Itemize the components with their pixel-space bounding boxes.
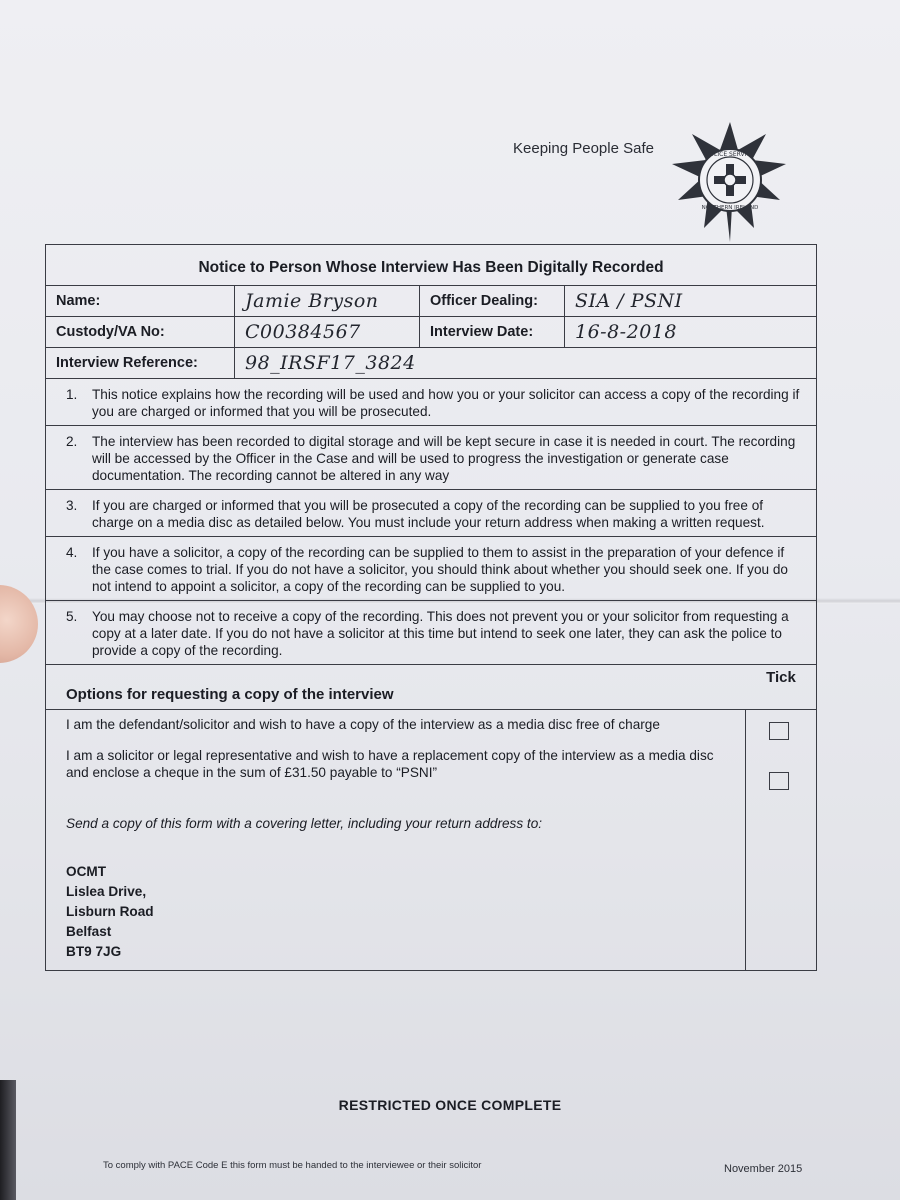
interview-reference-field[interactable]: 98_IRSF17_3824 <box>245 352 416 374</box>
address-line: BT9 7JG <box>66 944 122 959</box>
restricted-notice: RESTRICTED ONCE COMPLETE <box>338 1097 562 1113</box>
reference-row <box>46 348 816 379</box>
options-list <box>46 710 745 970</box>
date-label: Interview Date: <box>420 317 565 347</box>
options-body <box>46 710 816 970</box>
option-paid-copy: I am a solicitor or legal representative and wish to have a replacement copy of the interview as a media disc and enclose a cheque in the sum of £31.50 payable to “PSNI” <box>66 748 714 780</box>
options-title: Options for requesting a copy of the interview <box>66 686 394 703</box>
pace-code-note: To comply with PACE Code E this form must be handed to the interviewee or their solicitor <box>103 1160 482 1171</box>
item-number: 3. <box>66 498 78 513</box>
item-number: 4. <box>66 545 78 560</box>
name-label: Name: <box>46 286 235 316</box>
option-free-copy: I am the defendant/solicitor and wish to have a copy of the interview as a media disc free of charge <box>66 717 660 732</box>
officer-field[interactable]: SIA / PSNI <box>575 290 683 312</box>
tick-column-header: Tick <box>766 669 796 686</box>
custody-field[interactable]: C00384567 <box>235 317 420 347</box>
name-officer-row <box>46 286 816 317</box>
tagline: Keeping People Safe <box>513 140 654 157</box>
notice-item-5 <box>46 601 816 665</box>
address-line: Lisburn Road <box>66 904 154 919</box>
notice-item-4 <box>46 537 816 601</box>
notice-item-1 <box>46 379 816 426</box>
address-line: Belfast <box>66 924 112 939</box>
item-text: The interview has been recorded to digital storage and will be kept secure in case it is needed in court. The recording will be accessed by the Officer in the Case and will be used to progress the investigation or generate case documentation. The recording cannot be altered in any way <box>92 434 796 483</box>
interview-date-field[interactable]: 16-8-2018 <box>575 321 677 343</box>
form-date: November 2015 <box>724 1163 803 1175</box>
free-copy-checkbox[interactable] <box>769 722 789 740</box>
item-number: 2. <box>66 434 78 449</box>
crest-ring-bottom: NORTHERN IRELAND <box>701 205 759 211</box>
item-number: 1. <box>66 387 78 402</box>
item-number: 5. <box>66 609 78 624</box>
item-text: If you are charged or informed that you will be prosecuted a copy of the recording can be supplied to you free of charge on a media disc as detailed below. You must include your return address when making a written request. <box>92 498 765 530</box>
police-crest-icon <box>668 120 792 244</box>
officer-label: Officer Dealing: <box>420 286 565 316</box>
notice-item-2 <box>46 426 816 490</box>
custody-date-row <box>46 317 816 348</box>
interview-notice-form <box>45 244 817 971</box>
custody-label: Custody/VA No: <box>46 317 235 347</box>
send-instruction: Send a copy of this form with a covering letter, including your return address to: <box>66 816 543 831</box>
address-line: OCMT <box>66 864 107 879</box>
item-text: You may choose not to receive a copy of the recording. This does not prevent you or your solicitor from requesting a copy at a later date. If you do not have a solicitor at this time but intend to seek one later, they can ask the police to provide a copy of the recording. <box>92 609 789 658</box>
reference-label: Interview Reference: <box>46 348 235 378</box>
crest-ring-top: POLICE SERVICE <box>705 151 755 158</box>
paid-copy-checkbox[interactable] <box>769 772 789 790</box>
tick-column <box>745 710 816 970</box>
name-field[interactable]: Jamie Bryson <box>235 286 420 316</box>
item-text: This notice explains how the recording will be used and how you or your solicitor can access a copy of the recording if you are charged or informed that you will be prosecuted. <box>92 387 800 419</box>
options-header <box>46 665 816 710</box>
item-text: If you have a solicitor, a copy of the recording can be supplied to them to assist in the preparation of your defence if the case comes to trial. If you do not have a solicitor, you should think about whether you should seek one. If you do not intend to appoint a solicitor, a copy of the recording can be supplied to you. <box>92 545 788 594</box>
address-line: Lislea Drive, <box>66 884 147 899</box>
notice-item-3 <box>46 490 816 537</box>
form-title: Notice to Person Whose Interview Has Been Digitally Recorded <box>46 245 816 286</box>
return-address <box>66 862 733 962</box>
